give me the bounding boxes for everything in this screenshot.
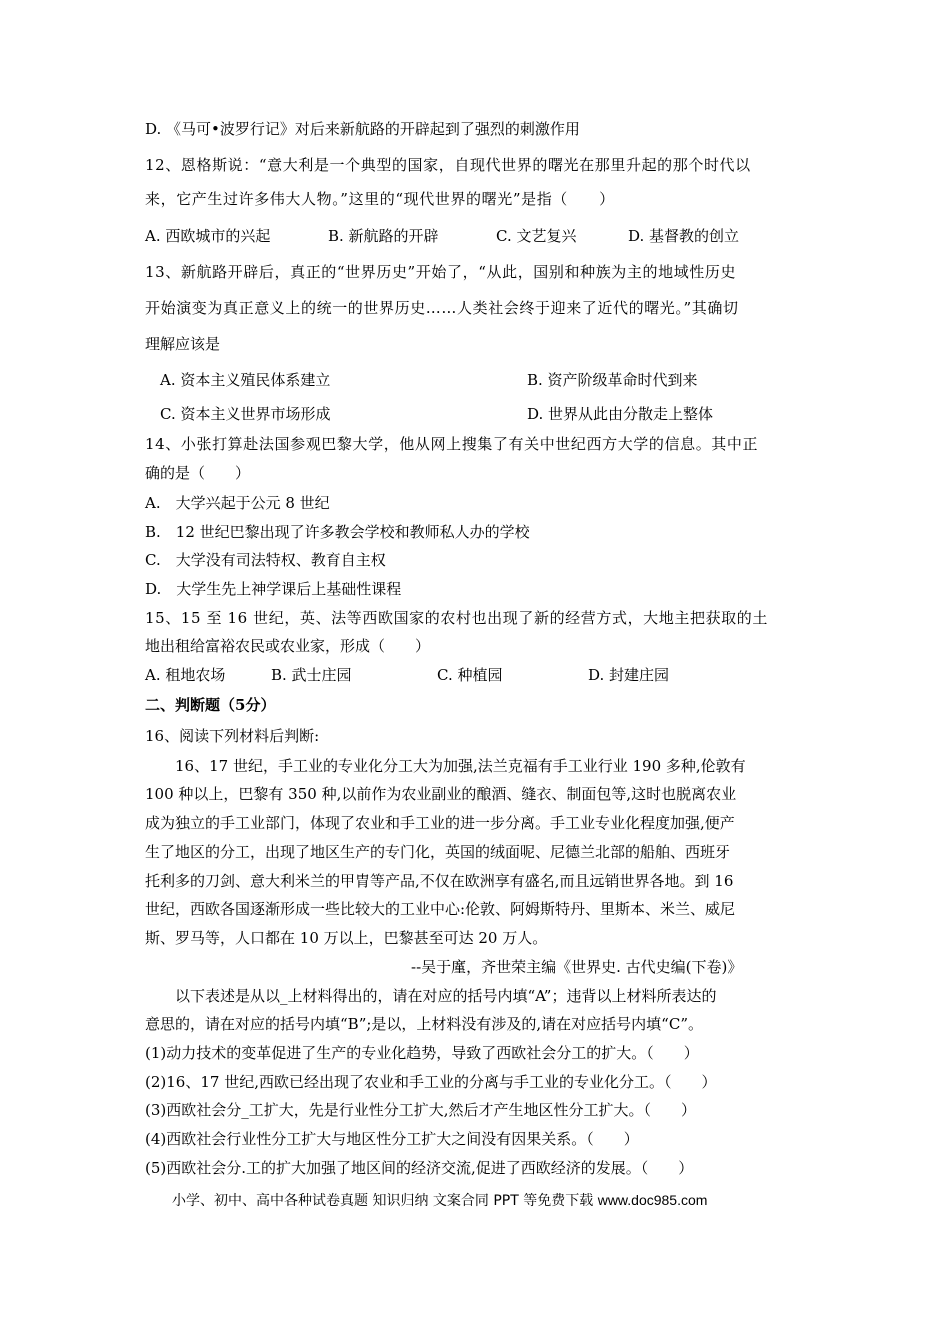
material-line: 成为独立的手工业部门，体现了农业和手工业的进一步分离。手工业专业化程度加强,便产 bbox=[145, 814, 735, 832]
material-line: 16、17 世纪，手工业的专业化分工大为加强,法兰克福有手工业行业 190 多种,伦敦有 bbox=[145, 757, 746, 775]
q15-option-d: D. 封建庄园 bbox=[588, 666, 670, 684]
material-line: 100 种以上，巴黎有 350 种,以前作为农业副业的酿酒、缝衣、制面包等,这时也脱离农业 bbox=[145, 785, 737, 803]
q12-option-b: B. 新航路的开辟 bbox=[328, 227, 439, 245]
q16-intro: 16、阅读下列材料后判断: bbox=[145, 727, 320, 745]
q14-stem-line1: 14、小张打算赴法国参观巴黎大学，他从网上搜集了有关中世纪西方大学的信息。其中正 bbox=[145, 435, 759, 453]
material-line: 生了地区的分工，出现了地区生产的专门化，英国的绒面呢、尼德兰北部的船舶、西班牙 bbox=[145, 843, 731, 861]
q15-option-b: B. 武士庄园 bbox=[271, 666, 352, 684]
judgment-item: (3)西欧社会分_工扩大，先是行业性分工扩大,然后才产生地区性分工扩大。（ ） bbox=[145, 1101, 697, 1119]
q13-option-c: C. 资本主义世界市场形成 bbox=[160, 405, 331, 423]
q13-stem-line1: 13、新航路开辟后，真正的“世界历史”开始了，“从此，国别和种族为主的地域性历史 bbox=[145, 263, 737, 281]
judgment-item: (5)西欧社会分.工的扩大加强了地区间的经济交流,促进了西欧经济的发展。（ ） bbox=[145, 1159, 694, 1177]
material-line: 斯、罗马等，人口都在 10 万以上，巴黎甚至可达 20 万人。 bbox=[145, 929, 548, 947]
judgment-item: (2)16、17 世纪,西欧已经出现了农业和手工业的分离与手工业的专业化分工。（ ） bbox=[145, 1073, 717, 1091]
q15-option-c: C. 种植园 bbox=[437, 666, 503, 684]
q12-stem-line2: 来，它产生过许多伟大人物。”这里的“现代世界的曙光”是指（ ） bbox=[145, 190, 615, 208]
page-footer bbox=[172, 1190, 707, 1210]
q12-option-d: D. 基督教的创立 bbox=[628, 227, 740, 245]
q15-stem-line1: 15、15 至 16 世纪，英、法等西欧国家的农村也出现了新的经营方式，大地主把获取的土 bbox=[145, 609, 768, 627]
q14-option-a: A. 大学兴起于公元 8 世纪 bbox=[145, 494, 330, 512]
q12-stem-line1: 12、恩格斯说：“意大利是一个典型的国家，自现代世界的曙光在那里升起的那个时代以 bbox=[145, 156, 751, 174]
q14-option-b: B. 12 世纪巴黎出现了许多教会学校和教师私人办的学校 bbox=[145, 523, 530, 541]
q12-option-c: C. 文艺复兴 bbox=[496, 227, 577, 245]
material-line: 托利多的刀剑、意大利米兰的甲胄等产品,不仅在欧洲享有盛名,而且远销世界各地。到 16 bbox=[145, 872, 734, 890]
q14-stem-line2: 确的是（ ） bbox=[145, 464, 251, 482]
judgment-item: (1)动力技术的变革促进了生产的专业化趋势，导致了西欧社会分工的扩大。（ ） bbox=[145, 1044, 699, 1062]
footer-url[interactable]: www.doc985.com bbox=[597, 1192, 708, 1208]
footer-text: 小学、初中、高中各种试卷真题 知识归纳 文案合同 PPT 等免费下载 bbox=[172, 1193, 594, 1209]
q13-option-d: D. 世界从此由分散走上整体 bbox=[527, 405, 714, 423]
material-line: 世纪，西欧各国逐渐形成一些比较大的工业中心:伦敦、阿姆斯特丹、里斯本、米兰、威尼 bbox=[145, 900, 736, 918]
q11-option-d: D. 《马可•波罗行记》对后来新航路的开辟起到了强烈的刺激作用 bbox=[145, 120, 580, 138]
q13-option-a: A. 资本主义殖民体系建立 bbox=[160, 371, 331, 389]
q13-stem-line2: 开始演变为真正意义上的统一的世界历史……人类社会终于迎来了近代的曙光。”其确切 bbox=[145, 299, 739, 317]
q15-stem-line2: 地出租给富裕农民或农业家，形成（ ） bbox=[145, 637, 431, 655]
q14-option-c: C. 大学没有司法特权、教育自主权 bbox=[145, 551, 386, 569]
q13-option-b: B. 资产阶级革命时代到来 bbox=[527, 371, 698, 389]
q12-option-a: A. 西欧城市的兴起 bbox=[145, 227, 271, 245]
judgment-item: (4)西欧社会行业性分工扩大与地区性分工扩大之间没有因果关系。（ ） bbox=[145, 1130, 639, 1148]
q16-instruction-line1: 以下表述是从以_上材料得出的，请在对应的括号内填“A”；违背以上材料所表达的 bbox=[145, 987, 717, 1005]
q13-stem-line3: 理解应该是 bbox=[145, 335, 221, 353]
q14-option-d: D. 大学生先上神学课后上基础性课程 bbox=[145, 580, 402, 598]
q16-instruction-line2: 意思的，请在对应的括号内填“B”;是以，上材料没有涉及的,请在对应括号内填“C”。 bbox=[145, 1015, 703, 1033]
section-heading: 二、判断题（5分） bbox=[145, 696, 276, 714]
material-source: --吴于廑，齐世荣主编《世界史. 古代史编(下卷)》 bbox=[411, 958, 743, 976]
q15-option-a: A. 租地农场 bbox=[145, 666, 226, 684]
